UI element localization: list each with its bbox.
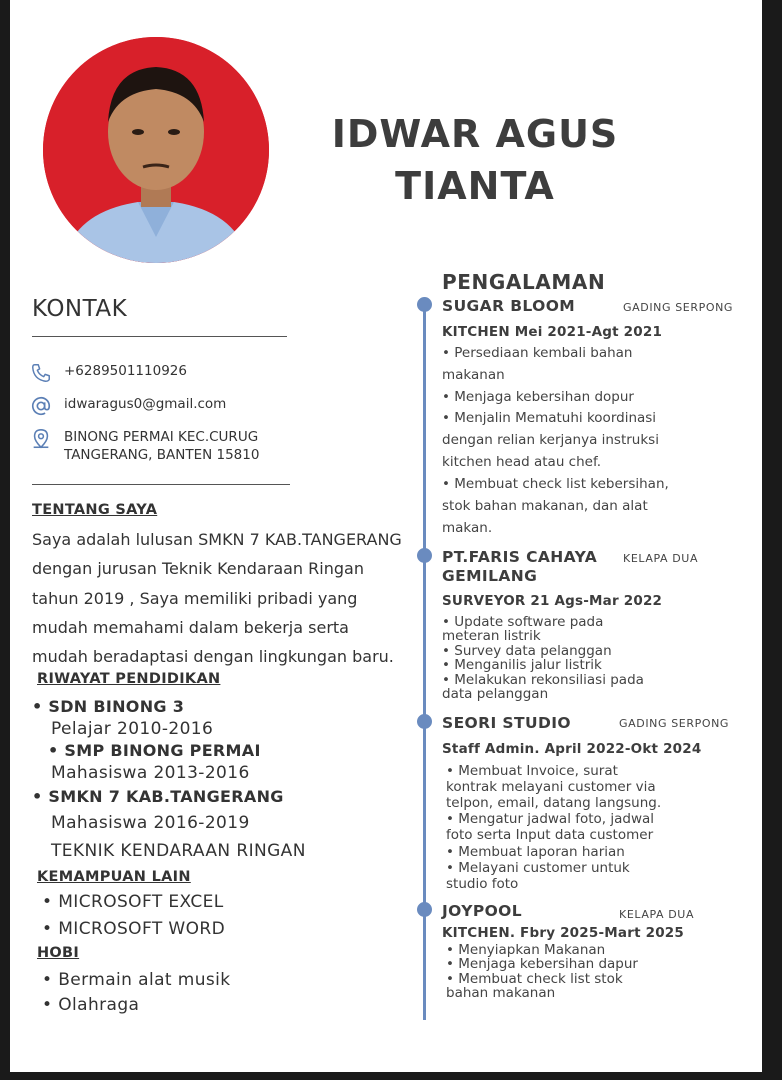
job-detail: data pelanggan [442,686,549,702]
education-major: TEKNIK KENDARAAN RINGAN [51,841,306,861]
job-detail: kontrak melayani customer via [446,779,656,795]
timeline-dot [417,714,432,729]
email-icon [30,395,52,417]
job-detail: telpon, email, datang langsung. [446,795,662,811]
about-line: mudah memahami dalam bekerja serta [32,618,349,637]
contact-phone [30,362,187,384]
location-icon [30,428,52,450]
about-heading: TENTANG SAYA [32,502,158,518]
job-detail: makan. [442,520,493,536]
job-subtitle: Staff Admin. April 2022-Okt 2024 [442,741,702,757]
job-title: SUGAR BLOOM [442,297,576,315]
job-detail: • Menganilis jalur listrik [442,657,602,673]
name-line-2: TIANTA [395,164,555,208]
job-detail: bahan makanan [446,985,556,1001]
about-line: tahun 2019 , Saya memiliki pribadi yang [32,589,358,608]
job-detail: dengan relian kerjanya instruksi [442,432,659,448]
job-detail: stok bahan makanan, dan alat [442,498,648,514]
job-location: KELAPA DUA [619,908,695,921]
about-line: Saya adalah lulusan SMKN 7 KAB.TANGERANG [32,530,402,549]
profile-photo [43,37,269,263]
hobby-item: • Olahraga [42,995,140,1015]
skill-item: • MICROSOFT WORD [42,919,226,939]
job-detail: • Membuat laporan harian [446,844,625,860]
education-detail: Pelajar 2010-2016 [51,719,214,739]
job-detail: • Menjaga kebersihan dopur [442,389,634,405]
job-detail: • Melakukan rekonsiliasi pada [442,672,644,688]
about-line: dengan jurusan Teknik Kendaraan Ringan [32,559,364,578]
job-location: GADING SERPONG [623,301,734,314]
job-detail: kitchen head atau chef. [442,454,602,470]
job-detail: • Membuat check list kebersihan, [442,476,669,492]
skill-item: • MICROSOFT EXCEL [42,892,224,912]
job-detail: • Melayani customer untuk [446,860,630,876]
job-location: KELAPA DUA [623,552,699,565]
profile-photo-illustration [43,37,269,263]
job-detail: foto serta Input data customer [446,827,654,843]
full-name [310,108,640,212]
skills-heading: KEMAMPUAN LAIN [37,869,191,885]
name-line-1: IDWAR AGUS [331,112,619,156]
phone-icon [30,362,52,384]
job-title: PT.FARIS CAHAYA [442,548,598,566]
job-detail: • Update software pada [442,614,604,630]
job-location: GADING SERPONG [619,717,730,730]
contact-divider-top [32,336,287,337]
job-title: JOYPOOL [442,902,523,920]
job-detail: • Survey data pelanggan [442,643,612,659]
job-subtitle: KITCHEN Mei 2021-Agt 2021 [442,324,663,340]
experience-heading: PENGALAMAN [442,270,606,294]
contact-address [30,428,259,464]
job-detail: meteran listrik [442,628,541,644]
job-title: SEORI STUDIO [442,714,571,732]
education-detail: Mahasiswa 2013-2016 [51,763,250,783]
education-detail: Mahasiswa 2016-2019 [51,813,250,833]
education-heading: RIWAYAT PENDIDIKAN [37,671,221,687]
timeline-dot [417,548,432,563]
education-school: • SMP BINONG PERMAI [48,741,261,760]
education-school: • SDN BINONG 3 [32,697,185,716]
contact-email [30,395,226,417]
job-detail: • Menyiapkan Makanan [446,942,606,958]
contact-heading: KONTAK [32,296,128,322]
job-detail: makanan [442,367,505,383]
job-detail: • Mengatur jadwal foto, jadwal [446,811,655,827]
phone-number: +6289501110926 [64,363,187,379]
address [64,428,259,464]
job-detail: studio foto [446,876,519,892]
resume-page [10,0,762,1072]
education-school: • SMKN 7 KAB.TANGERANG [32,787,284,806]
address-line-1: BINONG PERMAI KEC.CURUG [64,429,259,445]
hobby-heading: HOBI [37,945,80,961]
job-detail: • Membuat Invoice, surat [446,763,618,779]
address-line-2: TANGERANG, BANTEN 15810 [64,447,260,463]
timeline-dot [417,297,432,312]
job-subtitle: KITCHEN. Fbry 2025-Mart 2025 [442,925,684,941]
about-line: mudah beradaptasi dengan lingkungan baru. [32,647,394,666]
job-subtitle: SURVEYOR 21 Ags-Mar 2022 [442,593,663,609]
contact-divider-bottom [32,484,290,485]
job-detail: • Menjalin Mematuhi koordinasi [442,410,657,426]
job-detail: • Persediaan kembali bahan [442,345,633,361]
job-title-line-2: GEMILANG [442,567,538,585]
job-detail: • Menjaga kebersihan dapur [446,956,638,972]
job-detail: • Membuat check list stok [446,971,623,987]
hobby-item: • Bermain alat musik [42,970,231,990]
email-address: idwaragus0@gmail.com [64,396,227,412]
timeline-dot [417,902,432,917]
